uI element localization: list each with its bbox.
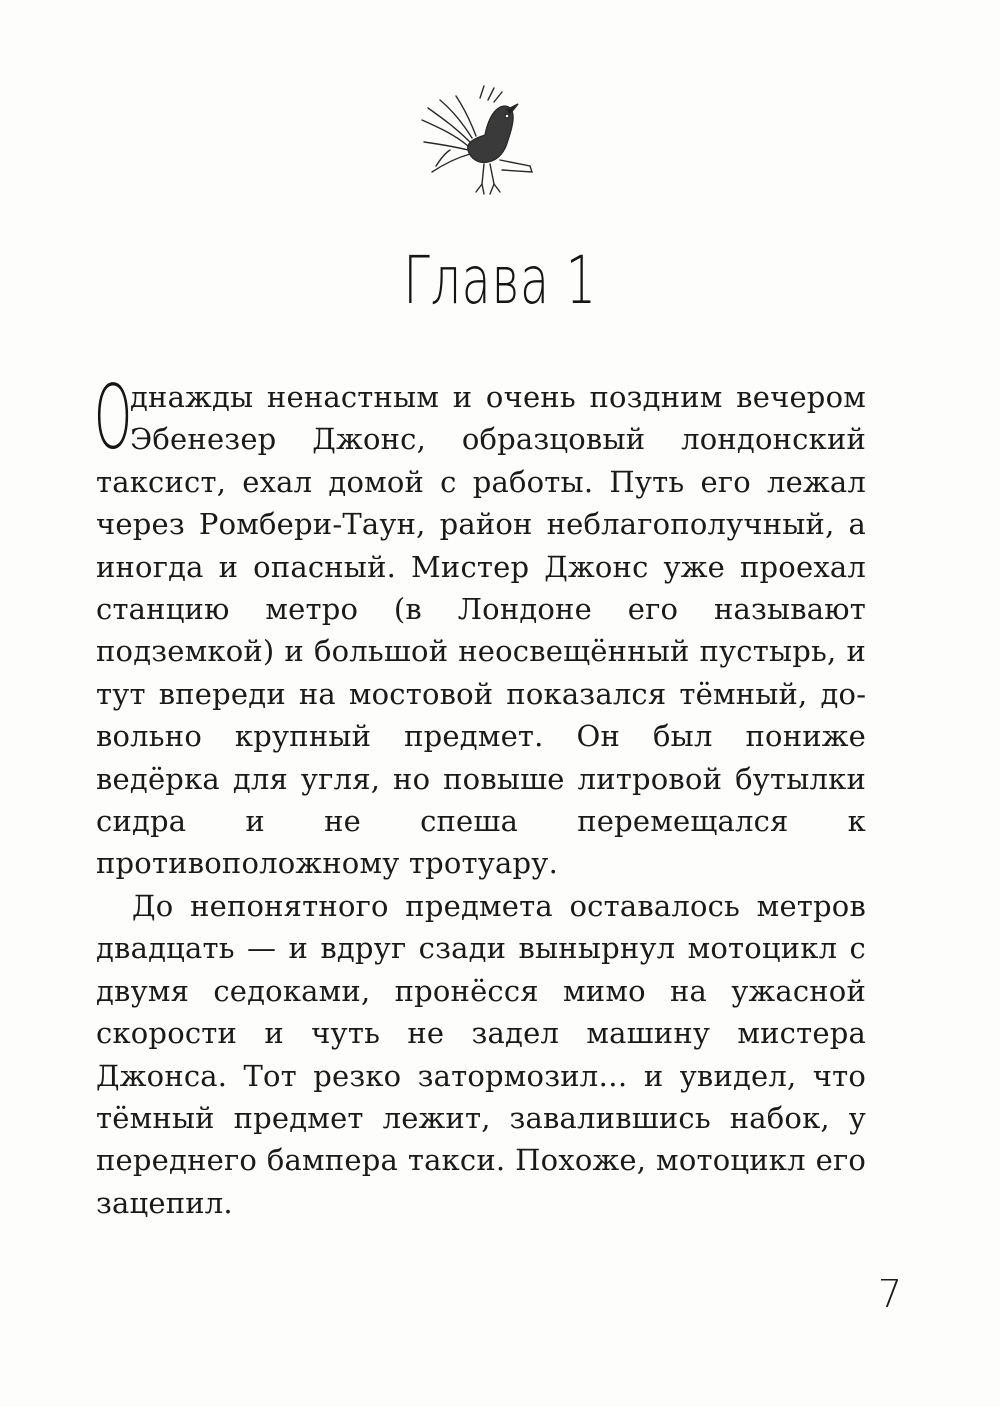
drop-cap: О bbox=[94, 366, 133, 469]
chapter-text bbox=[94, 366, 866, 1224]
chapter-title: Глава 1 bbox=[403, 242, 597, 319]
paragraph-1-text: днажды ненастным и очень поздним вечером Эбенезер Джонс, образцовый лондонский таксист, ехал домой с работы. Путь его лежал через Ромбери-Таун, район неблагополучный, а иногда и опасный. Мистер Джонс уже проехал станцию метро (в Лондоне его называют подземкой) и большой неосвещённый пустырь, и тут впереди на мостовой показался тёмный, довольно крупный предмет. Он был пониже ведёрка для угля, но повыше литровой бутылки сидра и не спеша перемещался к противоположному тротуару. bbox=[96, 380, 866, 881]
crow-icon bbox=[410, 80, 550, 205]
paragraph-1 bbox=[94, 366, 866, 885]
paragraph-2: До непонятного предмета оставалось метров двадцать — и вдруг сзади вынырнул мотоцикл с двумя седоками, пронёсся мимо на ужасной скорости и чуть не задел машину мистера Джонса. Тот резко затормозил… и увидел, что тёмный предмет лежит, завалившись набок, у переднего бампера такси. Похоже, мотоцикл его зацепил. bbox=[96, 888, 866, 1220]
page-number: 7 bbox=[877, 1272, 902, 1316]
